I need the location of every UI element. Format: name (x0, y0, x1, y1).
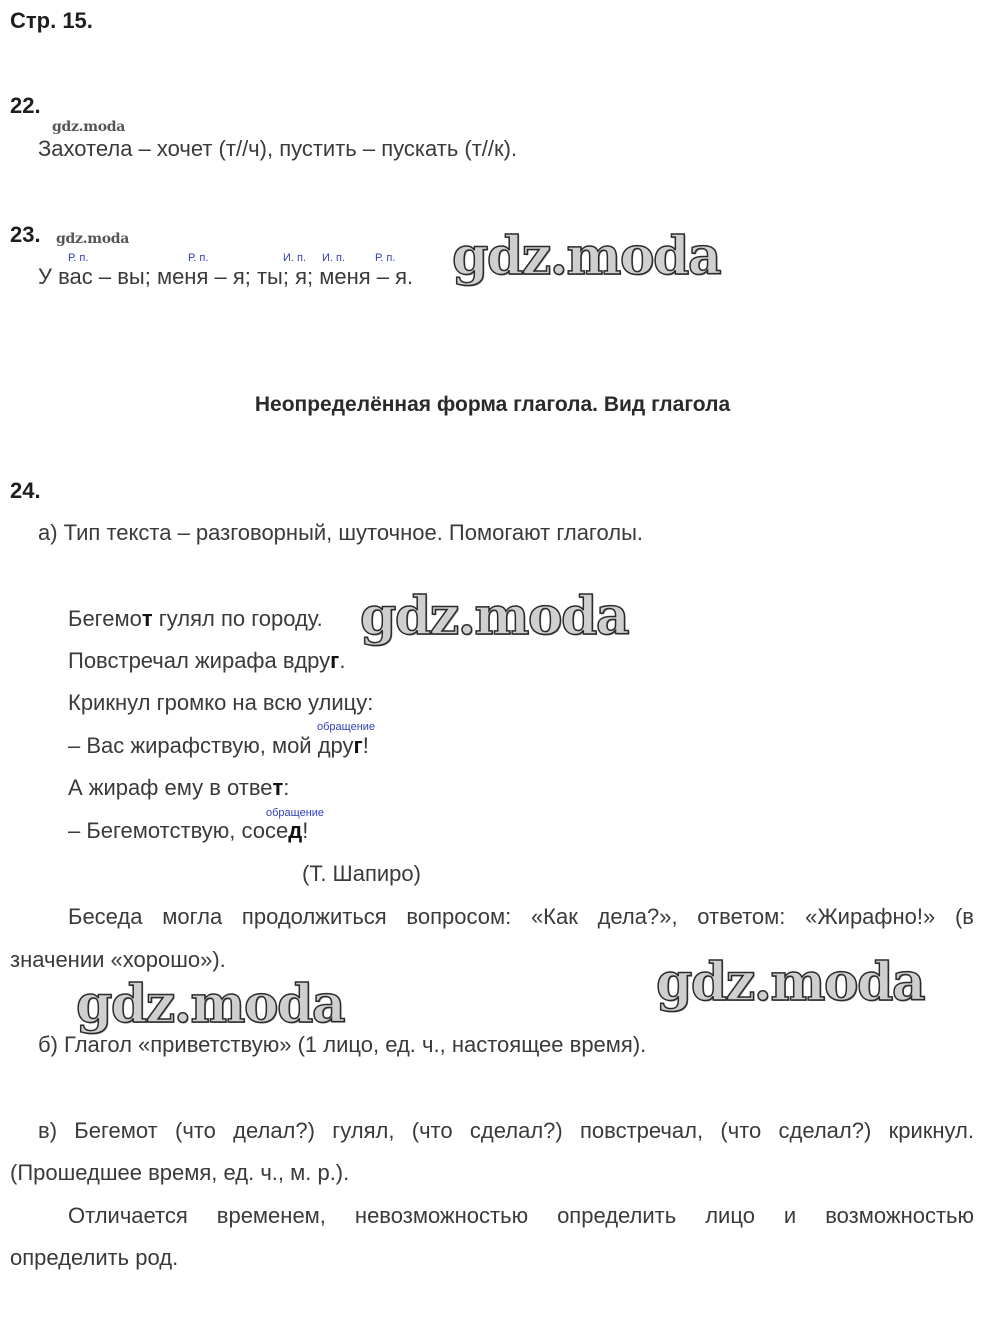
exercise-23-number: 23. (10, 222, 41, 247)
poem-line-5: А жираф ему в ответ: (68, 775, 290, 800)
conversation-line-1: Беседа могла продолжиться вопросом: «Как дела?», ответом: «Жирафно!» (в (68, 904, 974, 929)
watermark-large: gdz.moda (76, 974, 345, 1035)
case-annotation: Р. п. (68, 252, 89, 264)
watermark-large: gdz.moda (656, 952, 925, 1013)
exercise-24-v-line-1: в) Бегемот (что делал?) гулял, (что сделал?) повстречал, (что сделал?) крикнул. (38, 1118, 974, 1143)
watermark-small: gdz.moda (52, 119, 126, 135)
address-annotation: обращение (317, 721, 376, 733)
poem-line-4: – Вас жирафствую, мой друг! (68, 733, 369, 758)
exercise-24-a: а) Тип текста – разговорный, шуточное. Помогают глаголы. (38, 520, 643, 545)
exercise-22-number: 22. (10, 93, 41, 118)
difference-line-2: определить род. (10, 1245, 179, 1270)
poem-line-2: Повстречал жирафа вдруг. (68, 648, 346, 673)
exercise-23-text: У вас – вы; меня – я; ты; я; меня – я. (38, 264, 414, 289)
page-label: Стр. 15. (10, 8, 93, 33)
exercise-24-v-line-2: (Прошедшее время, ед. ч., м. р.). (10, 1160, 350, 1185)
case-annotation: Р. п. (188, 252, 209, 264)
watermark-large: gdz.moda (452, 226, 721, 287)
poem-line-3: Крикнул громко на всю улицу: (68, 690, 374, 715)
address-annotation: обращение (266, 807, 325, 819)
watermark-small: gdz.moda (56, 231, 130, 247)
difference-line-1: Отличается временем, невозможностью определить лицо и возможностью (68, 1203, 974, 1228)
conversation-line-2: значении «хорошо»). (10, 947, 226, 972)
exercise-22-text: Захотела – хочет (т//ч), пустить – пускать (т//к). (38, 136, 518, 161)
case-annotation: И. п. (322, 252, 346, 264)
poem-line-1: Бегемот гулял по городу. (68, 606, 323, 631)
poem-line-6: – Бегемотствую, сосед! (68, 818, 309, 843)
case-annotation: Р. п. (375, 252, 396, 264)
poem-author: (Т. Шапиро) (302, 861, 421, 886)
watermark-large: gdz.moda (360, 586, 629, 647)
exercise-24-number: 24. (10, 478, 41, 503)
case-annotation: И. п. (283, 252, 307, 264)
section-title: Неопределённая форма глагола. Вид глагола (254, 393, 731, 416)
exercise-24-b: б) Глагол «приветствую» (1 лицо, ед. ч., настоящее время). (38, 1032, 647, 1057)
